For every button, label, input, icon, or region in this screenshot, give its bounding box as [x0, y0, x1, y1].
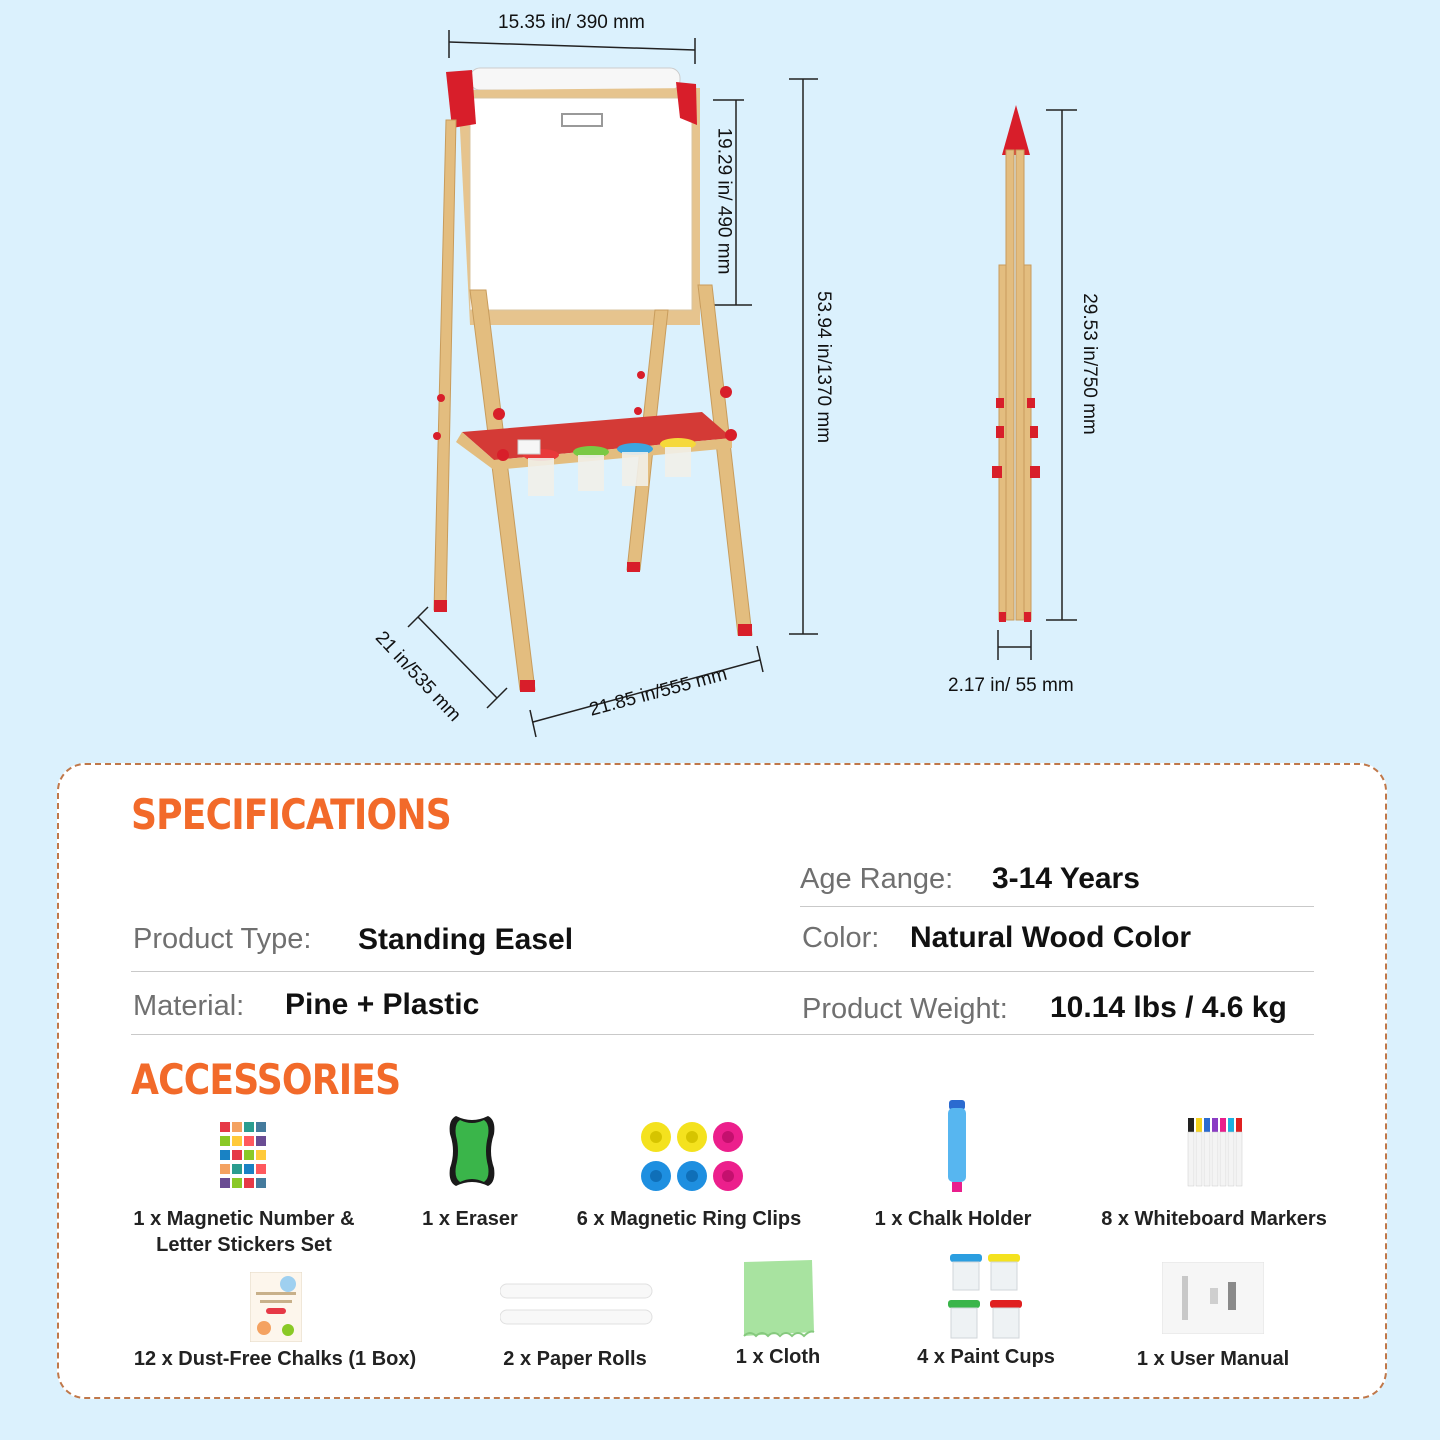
accessory-label: 1 x Eraser — [422, 1208, 518, 1230]
dim-base-width: 21.85 in/555 mm — [587, 663, 730, 721]
accessory-label: 1 x Chalk Holder — [874, 1208, 1032, 1230]
accessory-label: 1 x Cloth — [735, 1346, 821, 1368]
accessory-label: 2 x Paper Rolls — [503, 1348, 647, 1370]
accessories-heading: ACCESSORIES — [131, 1055, 401, 1104]
dim-total-height: 53.94 in/1370 mm — [813, 290, 835, 444]
weight-label: Product Weight: — [802, 993, 1008, 1025]
weight-value: 10.14 lbs / 4.6 kg — [1050, 991, 1287, 1024]
spec-divider — [800, 906, 1314, 907]
easel-front-illustration — [380, 30, 850, 750]
eraser-icon — [448, 1114, 496, 1188]
accessory-label: 8 x Whiteboard Markers — [1101, 1208, 1327, 1230]
material-label: Material: — [133, 990, 245, 1022]
paper-rolls-icon — [500, 1282, 654, 1328]
chalk-holder-icon — [944, 1100, 970, 1196]
cloth-icon — [740, 1258, 816, 1338]
color-value: Natural Wood Color — [910, 921, 1192, 954]
manual-icon — [1162, 1262, 1264, 1334]
dim-folded-thickness: 2.17 in/ 55 mm — [948, 675, 1074, 696]
specifications-heading: SPECIFICATIONS — [131, 790, 451, 839]
spec-divider — [131, 971, 1314, 972]
dim-board-height: 19.29 in/ 490 mm — [713, 127, 735, 275]
accessory-label: 12 x Dust-Free Chalks (1 Box) — [133, 1348, 417, 1370]
product-type-label: Product Type: — [133, 923, 312, 955]
product-type-value: Standing Easel — [358, 923, 574, 956]
dim-depth: 21 in/535 mm — [370, 627, 465, 726]
markers-icon — [1186, 1116, 1248, 1190]
accessory-label: 4 x Paint Cups — [917, 1346, 1055, 1368]
chalk-box-icon — [250, 1272, 302, 1342]
letter-stickers-icon — [218, 1120, 270, 1192]
material-value: Pine + Plastic — [285, 988, 480, 1021]
dim-folded-height: 29.53 in/750 mm — [1078, 293, 1100, 435]
dim-top-width: 15.35 in/ 390 mm — [498, 12, 645, 33]
color-label: Color: — [802, 922, 880, 954]
accessory-label: 1 x User Manual — [1136, 1348, 1290, 1370]
accessory-label: 1 x Magnetic Number & Letter Stickers Set — [133, 1208, 355, 1256]
spec-divider — [131, 1034, 1314, 1035]
age-range-value: 3-14 Years — [992, 862, 1140, 895]
age-range-label: Age Range: — [800, 863, 954, 895]
paint-cups-icon — [946, 1252, 1026, 1342]
accessory-label: 6 x Magnetic Ring Clips — [576, 1208, 802, 1230]
ring-clips-icon — [640, 1120, 744, 1194]
